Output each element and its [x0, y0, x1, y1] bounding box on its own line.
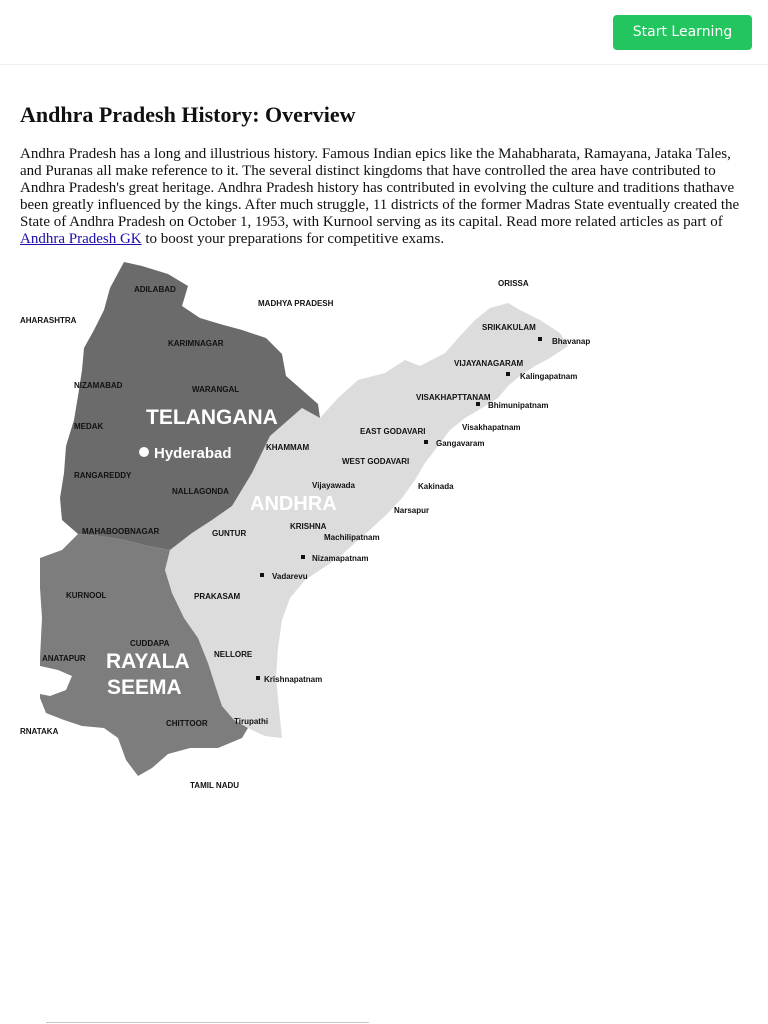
khammam-label: KHAMMAM [266, 443, 310, 452]
port-marker [256, 676, 260, 680]
hyderabad-label: Hyderabad [154, 445, 232, 462]
chittoor-label: CHITTOOR [166, 719, 208, 728]
vadarevu-label: Vadarevu [272, 572, 308, 581]
andhra-pradesh-map [20, 258, 592, 798]
west-godavari-label: WEST GODAVARI [342, 457, 410, 466]
bottom-divider [46, 1022, 369, 1023]
bhavanap-label: Bhavanap [552, 337, 591, 346]
visakhapttanam-label: VISAKHAPTTANAM [416, 393, 491, 402]
krishnapatnam-label: Krishnapatnam [264, 675, 323, 684]
page-title: Andhra Pradesh History: Overview [20, 102, 356, 127]
nizamabad-label: NIZAMABAD [74, 381, 123, 390]
gangavaram-label: Gangavaram [436, 439, 485, 448]
map-svg [20, 258, 592, 798]
warangal-label: WARANGAL [192, 385, 240, 394]
start-learning-button[interactable]: Start Learning [613, 15, 752, 50]
karimnagar-label: KARIMNAGAR [168, 339, 224, 348]
east-godavari-label: EAST GODAVARI [360, 427, 426, 436]
port-marker [506, 372, 510, 376]
rayala-label: RAYALA [106, 650, 190, 673]
orissa-label: ORISSA [498, 279, 529, 288]
andhra-pradesh-gk-link[interactable]: Andhra Pradesh GK [20, 231, 142, 247]
article-paragraph [20, 146, 744, 248]
kurnool-label: KURNOOL [66, 591, 107, 600]
hyderabad-airport-icon [139, 447, 149, 457]
visakhapatnam-label: Visakhapatnam [462, 423, 521, 432]
paragraph-text: Andhra Pradesh has a long and illustrious history. Famous Indian epics like the Mahabharata, Ramayana, Jataka Tales, and Puranas all make reference to it. The several distinct kingdoms that have controlled the area have contributed to Andhra Pradesh's great heritage. Andhra Pradesh history has contributed in evolving the culture and traditions thathave been greatly influenced by the kings. After much struggle, 11 districts of the former Madras State eventually created the State of Andhra Pradesh on October 1, 1953, with Kurnool serving as its capital. Read more related articles as part of [20, 146, 740, 230]
maharashtra-label: AHARASHTRA [20, 316, 77, 325]
port-marker [538, 337, 542, 341]
vijayanagaram-label: VIJAYANAGARAM [454, 359, 524, 368]
andhra-label: ANDHRA [250, 493, 337, 515]
vijayawada-label: Vijayawada [312, 481, 355, 490]
narsapur-label: Narsapur [394, 506, 430, 515]
mahaboobnagar-label: MAHABOOBNAGAR [82, 527, 160, 536]
tirupathi-label: Tirupathi [234, 717, 269, 726]
paragraph-text-end: to boost your preparations for competitive exams. [141, 231, 445, 247]
krishna-label: KRISHNA [290, 522, 327, 531]
nallagonda-label: NALLAGONDA [172, 487, 229, 496]
seema-label: SEEMA [107, 676, 182, 699]
anatapur-label: ANATAPUR [42, 654, 86, 663]
adilabad-label: ADILABAD [134, 285, 176, 294]
karnataka-label: RNATAKA [20, 727, 59, 736]
medak-label: MEDAK [74, 422, 104, 431]
article [20, 100, 748, 248]
srikakulam-label: SRIKAKULAM [482, 323, 536, 332]
port-marker [260, 573, 264, 577]
tamil-nadu-label: TAMIL NADU [190, 781, 240, 790]
rangareddy-label: RANGAREDDY [74, 471, 132, 480]
port-marker [301, 555, 305, 559]
top-bar [0, 0, 768, 65]
kakinada-label: Kakinada [418, 482, 454, 491]
port-marker [476, 402, 480, 406]
cuddapa-label: CUDDAPA [130, 639, 170, 648]
telangana-label: TELANGANA [146, 406, 278, 429]
madhya-pradesh-label: MADHYA PRADESH [258, 299, 334, 308]
prakasam-label: PRAKASAM [194, 592, 241, 601]
bhimunipatnam-label: Bhimunipatnam [488, 401, 549, 410]
nizamapatnam-label: Nizamapatnam [312, 554, 369, 563]
guntur-label: GUNTUR [212, 529, 247, 538]
nellore-label: NELLORE [214, 650, 253, 659]
kalingapatnam-label: Kalingapatnam [520, 372, 578, 381]
machilipatnam-label: Machilipatnam [324, 533, 380, 542]
port-marker [424, 440, 428, 444]
